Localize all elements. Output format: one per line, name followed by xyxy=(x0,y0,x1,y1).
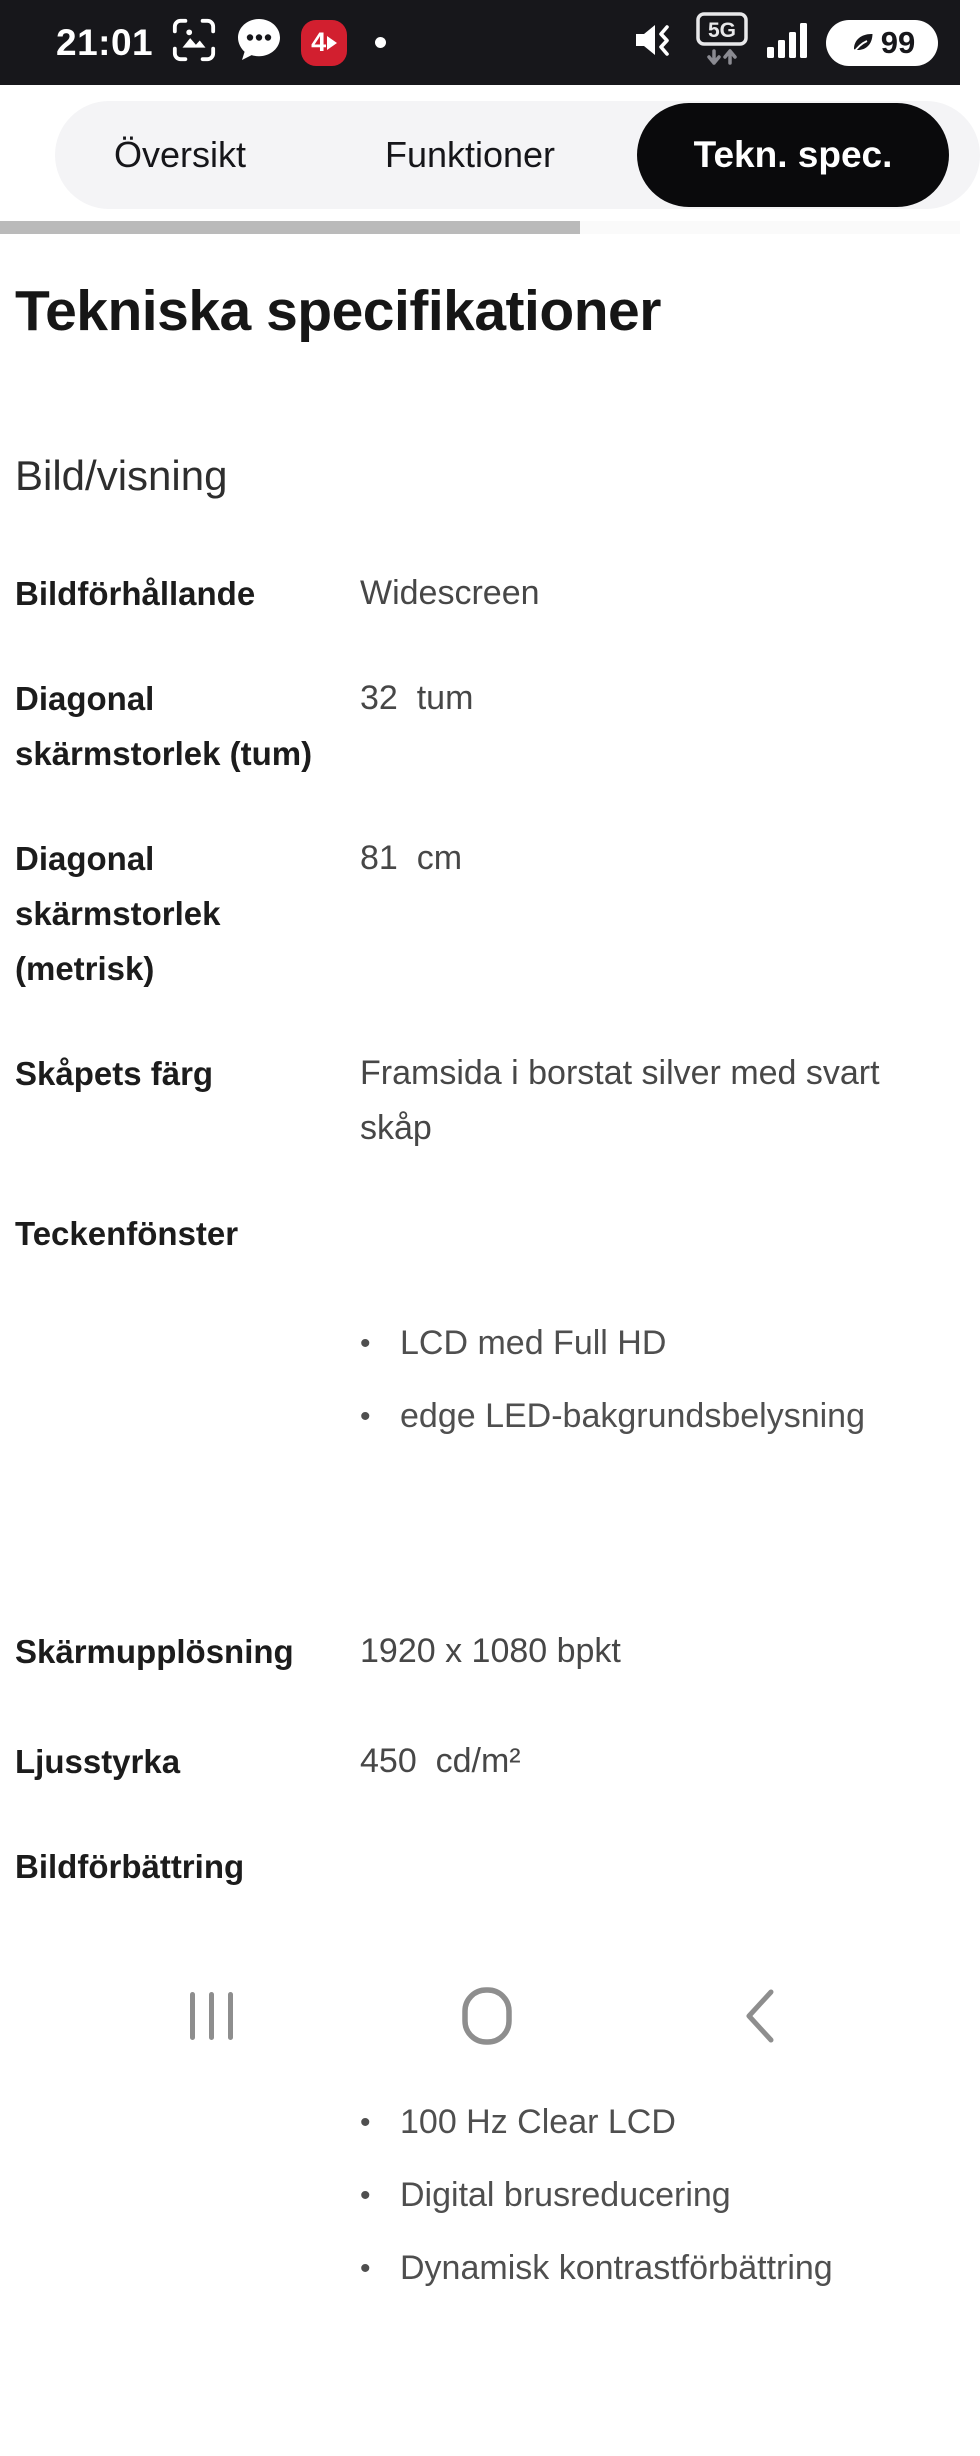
battery-level: 99 xyxy=(880,24,916,60)
spec-label: Skåpets färg xyxy=(15,1055,214,1092)
list-item xyxy=(360,2095,945,2150)
spec-row-diagonal-tum xyxy=(15,671,945,781)
spec-table xyxy=(15,566,945,2406)
svg-text:5G: 5G xyxy=(707,19,737,42)
mute-vibrate-icon xyxy=(629,15,679,70)
list-item xyxy=(360,2241,945,2296)
play-icon xyxy=(327,36,337,50)
list-item xyxy=(360,1316,945,1371)
recents-icon xyxy=(190,1992,233,2040)
spec-label: Diagonal skärmstorlek (metrisk) xyxy=(15,840,221,987)
tab-container xyxy=(55,101,980,209)
tab-scrollbar-track xyxy=(0,221,960,234)
home-button[interactable] xyxy=(461,1986,513,2046)
bullet-icon: • xyxy=(360,2179,371,2212)
spec-value: 32 tum xyxy=(360,679,474,717)
spec-label: Ljusstyrka xyxy=(15,1743,181,1780)
network-5g-icon xyxy=(694,11,750,74)
spec-label: Teckenfönster xyxy=(15,1215,239,1252)
spec-label: Bildförhållande xyxy=(15,575,256,612)
bullet-icon: • xyxy=(360,1327,371,1360)
bullet-icon: • xyxy=(360,1400,371,1433)
tv4-play-badge xyxy=(301,20,347,66)
bullet-text: Dynamisk kontrastförbättring xyxy=(400,2249,833,2287)
page-title: Tekniska specifikationer xyxy=(15,279,661,343)
spec-value: 1920 x 1080 bpkt xyxy=(360,1632,621,1670)
bullet-icon: • xyxy=(360,2252,371,2285)
tab-funktioner[interactable]: Funktioner xyxy=(384,134,556,175)
tv4-badge-label: 4 xyxy=(311,27,327,57)
clock: 21:01 xyxy=(56,21,154,63)
android-nav-bar xyxy=(0,1962,960,2080)
bullet-icon: • xyxy=(360,2106,371,2139)
list-item xyxy=(360,1389,945,1444)
spec-row-ljusstyrka xyxy=(15,1734,945,1789)
tab-bar xyxy=(0,85,960,240)
spec-row-skapets-farg xyxy=(15,1046,945,1156)
bullet-text: edge LED-bakgrundsbelysning xyxy=(400,1397,865,1435)
recents-button[interactable] xyxy=(190,1992,233,2040)
spec-page xyxy=(0,240,960,2456)
spec-value: Widescreen xyxy=(360,574,540,612)
notification-dot xyxy=(375,37,386,48)
home-icon xyxy=(461,1986,513,2046)
spec-bullet-list xyxy=(360,1316,945,1444)
bullet-text: LCD med Full HD xyxy=(400,1324,667,1362)
spec-value: Framsida i borstat silver med svart skåp xyxy=(360,1054,890,1147)
list-item xyxy=(360,2168,945,2223)
signal-bars-icon xyxy=(765,19,811,66)
spec-row-skarmupplosning xyxy=(15,1624,945,1679)
spec-row-diagonal-metrisk xyxy=(15,831,945,996)
spec-row-bildforhallande xyxy=(15,566,945,621)
spec-value: 450 cd/m² xyxy=(360,1742,521,1780)
tab-tekn-spec[interactable]: Tekn. spec. xyxy=(637,103,949,207)
spec-value: 81 cm xyxy=(360,839,463,877)
screenshot-icon xyxy=(171,17,217,68)
spec-label: Bildförbättring xyxy=(15,1848,245,1885)
leaf-icon xyxy=(849,29,877,57)
bullet-text: Digital brusreducering xyxy=(400,2176,731,2214)
status-bar-right xyxy=(629,11,938,74)
back-icon xyxy=(741,1986,777,2046)
spec-label: Diagonal skärmstorlek (tum) xyxy=(15,680,313,772)
spec-row-teckenfonster xyxy=(15,1206,945,1554)
tab-scrollbar-thumb[interactable] xyxy=(0,221,580,234)
spec-row-bildforbattring xyxy=(15,1839,945,2406)
status-bar-left xyxy=(56,16,386,69)
battery-saver-pill xyxy=(826,20,938,66)
back-button[interactable] xyxy=(741,1986,777,2046)
status-bar xyxy=(0,0,960,85)
section-title: Bild/visning xyxy=(15,452,228,499)
tab-oversikt[interactable]: Översikt xyxy=(113,134,246,175)
chat-icon xyxy=(235,16,283,69)
spec-label: Skärmupplösning xyxy=(15,1633,294,1670)
bullet-text: 100 Hz Clear LCD xyxy=(400,2103,676,2141)
